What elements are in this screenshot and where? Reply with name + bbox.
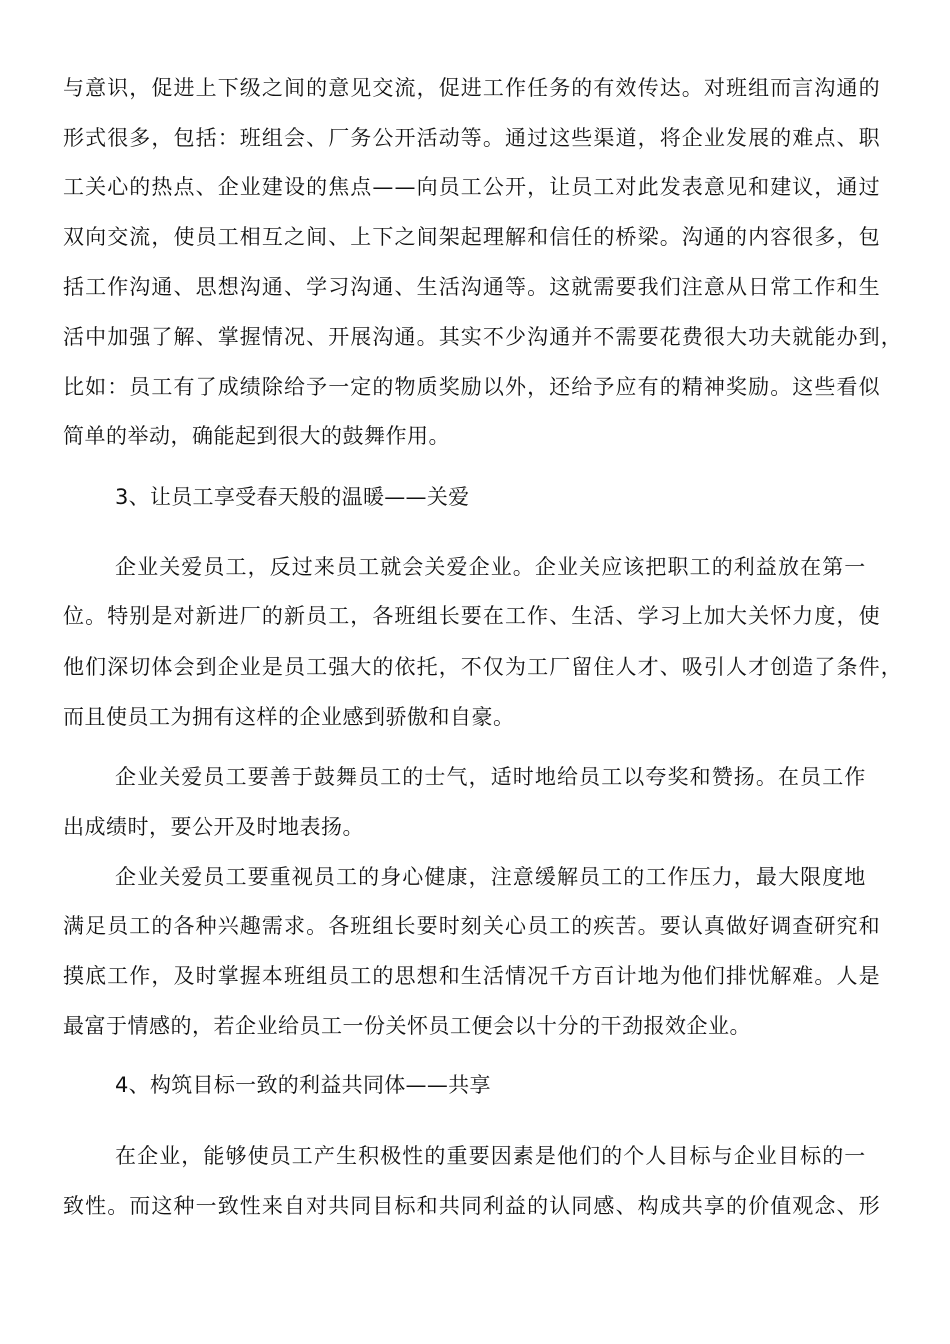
text-line: 双向交流，使员工相互之间、上下之间架起理解和信任的桥梁。沟通的内容很多，包 xyxy=(63,225,881,249)
text-line: 而且使员工为拥有这样的企业感到骄傲和自豪。 xyxy=(63,705,515,729)
text-line: 满足员工的各种兴趣需求。各班组长要时刻关心员工的疾苦。要认真做好调查研究和 xyxy=(63,914,881,938)
text-line: 在企业，能够使员工产生积极性的重要因素是他们的个人目标与企业目标的一 xyxy=(115,1144,867,1168)
text-line: 括工作沟通、思想沟通、学习沟通、生活沟通等。这就需要我们注意从日常工作和生 xyxy=(63,275,881,299)
text-line: 简单的举动，确能起到很大的鼓舞作用。 xyxy=(63,424,450,448)
text-line: 工关心的热点、企业建设的焦点——向员工公开，让员工对此发表意见和建议，通过 xyxy=(63,175,881,199)
text-line: 企业关爱员工要重视员工的身心健康，注意缓解员工的工作压力，最大限度地 xyxy=(115,865,867,889)
text-line: 企业关爱员工要善于鼓舞员工的士气，适时地给员工以夸奖和赞扬。在员工作 xyxy=(115,765,867,789)
text-line: 他们深切体会到企业是员工强大的依托，不仅为工厂留住人才、吸引人才创造了条件， xyxy=(63,655,903,679)
section-heading: 3、让员工享受春天般的温暖——关爱 xyxy=(115,485,470,509)
text-line: 位。特别是对新进厂的新员工，各班组长要在工作、生活、学习上加大关怀力度，使 xyxy=(63,604,881,628)
section-heading: 4、构筑目标一致的利益共同体——共享 xyxy=(115,1073,491,1097)
text-line: 活中加强了解、掌握情况、开展沟通。其实不少沟通并不需要花费很大功夫就能办到， xyxy=(63,325,903,349)
text-line: 最富于情感的，若企业给员工一份关怀员工便会以十分的干劲报效企业。 xyxy=(63,1014,751,1038)
text-line: 企业关爱员工，反过来员工就会关爱企业。企业关应该把职工的利益放在第一 xyxy=(115,555,867,579)
text-line: 比如：员工有了成绩除给予一定的物质奖励以外，还给予应有的精神奖励。这些看似 xyxy=(63,375,881,399)
text-line: 与意识，促进上下级之间的意见交流，促进工作任务的有效传达。对班组而言沟通的 xyxy=(63,76,881,100)
text-line: 摸底工作，及时掌握本班组员工的思想和生活情况千方百计地为他们排忧解难。人是 xyxy=(63,964,881,988)
text-line: 形式很多，包括：班组会、厂务公开活动等。通过这些渠道，将企业发展的难点、职 xyxy=(63,126,881,150)
text-line: 出成绩时，要公开及时地表扬。 xyxy=(63,815,364,839)
text-line: 致性。而这种一致性来自对共同目标和共同利益的认同感、构成共享的价值观念、形 xyxy=(63,1194,881,1218)
